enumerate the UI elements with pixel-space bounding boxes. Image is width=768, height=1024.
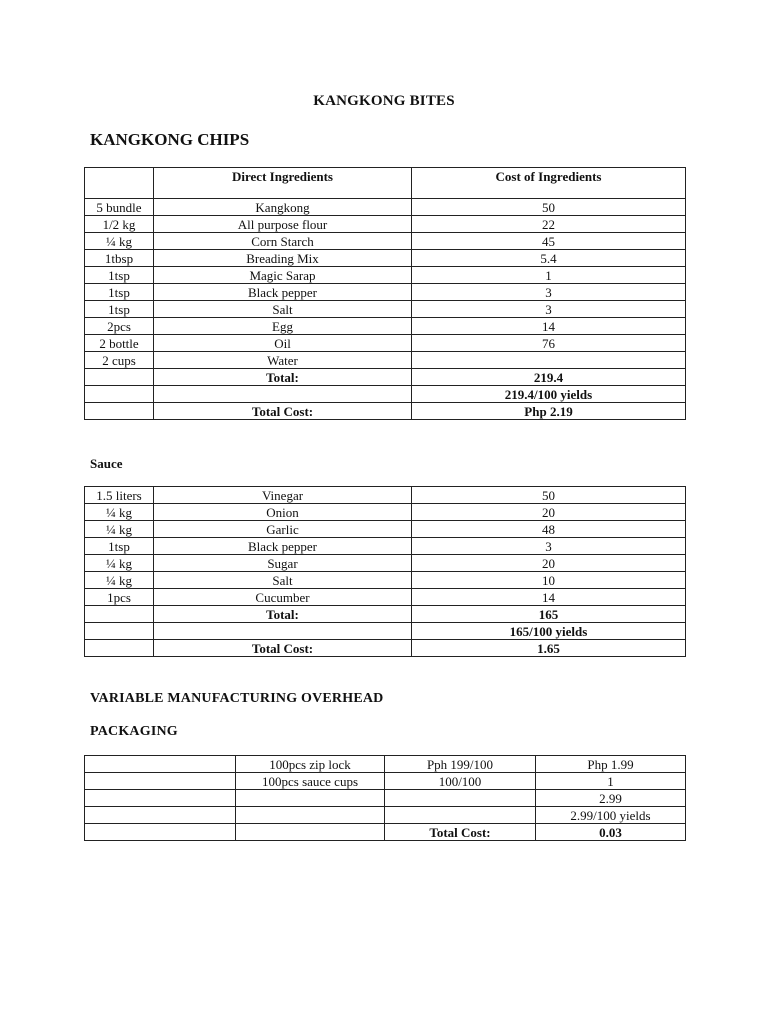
empty-cell — [85, 386, 154, 403]
ingredient-cell: Kangkong — [154, 199, 412, 216]
empty-cell — [85, 756, 236, 773]
total-value: 165 — [412, 606, 686, 623]
cost-cell: 20 — [412, 555, 686, 572]
empty-cell — [236, 790, 385, 807]
chips-heading: KANGKONG CHIPS — [90, 130, 250, 149]
cost-cell — [412, 352, 686, 369]
ingredient-cell: Breading Mix — [154, 250, 412, 267]
price-cell: 100/100 — [385, 773, 536, 790]
empty-cell — [85, 369, 154, 386]
chips-table — [84, 167, 686, 420]
ingredient-cell: Cucumber — [154, 589, 412, 606]
yield-row — [85, 623, 686, 640]
table-row — [85, 773, 686, 790]
empty-cell — [85, 623, 154, 640]
total-row — [85, 606, 686, 623]
total-row — [85, 369, 686, 386]
table-row — [85, 199, 686, 216]
cost-cell: 50 — [412, 199, 686, 216]
cost-cell: 45 — [412, 233, 686, 250]
cost-cell: 3 — [412, 538, 686, 555]
empty-cell — [154, 386, 412, 403]
header-cell — [85, 168, 154, 199]
yield-value: 165/100 yields — [412, 623, 686, 640]
table-row — [85, 487, 686, 504]
cost-cell: 2.99 — [536, 790, 686, 807]
empty-cell — [85, 773, 236, 790]
total-cost-label: Total Cost: — [385, 824, 536, 841]
ingredient-cell: Black pepper — [154, 538, 412, 555]
empty-cell — [85, 640, 154, 657]
item-cell: 100pcs zip lock — [236, 756, 385, 773]
table-row — [85, 756, 686, 773]
ingredient-cell: Salt — [154, 301, 412, 318]
quantity-cell: ¼ kg — [85, 572, 154, 589]
quantity-cell: 1tsp — [85, 538, 154, 555]
cost-cell: 14 — [412, 318, 686, 335]
ingredient-cell: Magic Sarap — [154, 267, 412, 284]
table-row — [85, 335, 686, 352]
quantity-cell: 1tsp — [85, 301, 154, 318]
table-row — [85, 572, 686, 589]
empty-cell — [85, 790, 236, 807]
total-cost-row — [85, 640, 686, 657]
ingredient-cell: Water — [154, 352, 412, 369]
total-label: Total: — [154, 606, 412, 623]
header-cost-of-ingredients: Cost of Ingredients — [412, 168, 686, 199]
table-row — [85, 589, 686, 606]
cost-cell: 22 — [412, 216, 686, 233]
table-row — [85, 216, 686, 233]
table-row — [85, 538, 686, 555]
empty-cell — [85, 824, 236, 841]
ingredient-cell: Oil — [154, 335, 412, 352]
empty-cell — [385, 807, 536, 824]
empty-cell — [236, 807, 385, 824]
cost-cell: 1 — [536, 773, 686, 790]
yield-cell: 2.99/100 yields — [536, 807, 686, 824]
header-direct-ingredients: Direct Ingredients — [154, 168, 412, 199]
item-cell: 100pcs sauce cups — [236, 773, 385, 790]
cost-cell: 1 — [412, 267, 686, 284]
packaging-heading: PACKAGING — [90, 724, 178, 739]
table-row — [85, 301, 686, 318]
total-value: 219.4 — [412, 369, 686, 386]
total-cost-value: Php 2.19 — [412, 403, 686, 420]
cost-cell: 48 — [412, 521, 686, 538]
empty-cell — [85, 403, 154, 420]
table-header-row — [85, 168, 686, 199]
empty-cell — [154, 623, 412, 640]
total-cost-row — [85, 403, 686, 420]
ingredient-cell: Sugar — [154, 555, 412, 572]
quantity-cell: ¼ kg — [85, 504, 154, 521]
table-row — [85, 267, 686, 284]
table-row — [85, 233, 686, 250]
quantity-cell: 1.5 liters — [85, 487, 154, 504]
cost-cell: 3 — [412, 284, 686, 301]
quantity-cell: 2 cups — [85, 352, 154, 369]
ingredient-cell: Egg — [154, 318, 412, 335]
yield-row — [85, 386, 686, 403]
empty-cell — [236, 824, 385, 841]
cost-cell: Php 1.99 — [536, 756, 686, 773]
quantity-cell: 5 bundle — [85, 199, 154, 216]
quantity-cell: 1tsp — [85, 284, 154, 301]
total-cost-label: Total Cost: — [154, 403, 412, 420]
packaging-table — [84, 755, 686, 841]
sauce-heading: Sauce — [90, 456, 123, 471]
cost-cell: 14 — [412, 589, 686, 606]
empty-cell — [85, 606, 154, 623]
table-row — [85, 807, 686, 824]
quantity-cell: 1pcs — [85, 589, 154, 606]
cost-cell: 5.4 — [412, 250, 686, 267]
quantity-cell: ¼ kg — [85, 521, 154, 538]
quantity-cell: 2 bottle — [85, 335, 154, 352]
ingredient-cell: Black pepper — [154, 284, 412, 301]
quantity-cell: 1tbsp — [85, 250, 154, 267]
table-row — [85, 555, 686, 572]
quantity-cell: ¼ kg — [85, 233, 154, 250]
quantity-cell: 1tsp — [85, 267, 154, 284]
quantity-cell: ¼ kg — [85, 555, 154, 572]
sauce-table — [84, 486, 686, 657]
total-cost-row — [85, 824, 686, 841]
table-row — [85, 504, 686, 521]
empty-cell — [85, 807, 236, 824]
table-row — [85, 284, 686, 301]
ingredient-cell: Garlic — [154, 521, 412, 538]
ingredient-cell: Corn Starch — [154, 233, 412, 250]
empty-cell — [385, 790, 536, 807]
ingredient-cell: Onion — [154, 504, 412, 521]
total-cost-label: Total Cost: — [154, 640, 412, 657]
table-row — [85, 250, 686, 267]
ingredient-cell: All purpose flour — [154, 216, 412, 233]
table-row — [85, 352, 686, 369]
cost-cell: 10 — [412, 572, 686, 589]
ingredient-cell: Salt — [154, 572, 412, 589]
document-title: KANGKONG BITES — [313, 93, 455, 109]
table-row — [85, 318, 686, 335]
quantity-cell: 1/2 kg — [85, 216, 154, 233]
total-cost-value: 0.03 — [536, 824, 686, 841]
yield-value: 219.4/100 yields — [412, 386, 686, 403]
table-row — [85, 790, 686, 807]
cost-cell: 20 — [412, 504, 686, 521]
quantity-cell: 2pcs — [85, 318, 154, 335]
table-row — [85, 521, 686, 538]
price-cell: Pph 199/100 — [385, 756, 536, 773]
cost-cell: 3 — [412, 301, 686, 318]
cost-cell: 76 — [412, 335, 686, 352]
cost-cell: 50 — [412, 487, 686, 504]
ingredient-cell: Vinegar — [154, 487, 412, 504]
total-cost-value: 1.65 — [412, 640, 686, 657]
total-label: Total: — [154, 369, 412, 386]
overhead-heading: VARIABLE MANUFACTURING OVERHEAD — [90, 691, 384, 706]
